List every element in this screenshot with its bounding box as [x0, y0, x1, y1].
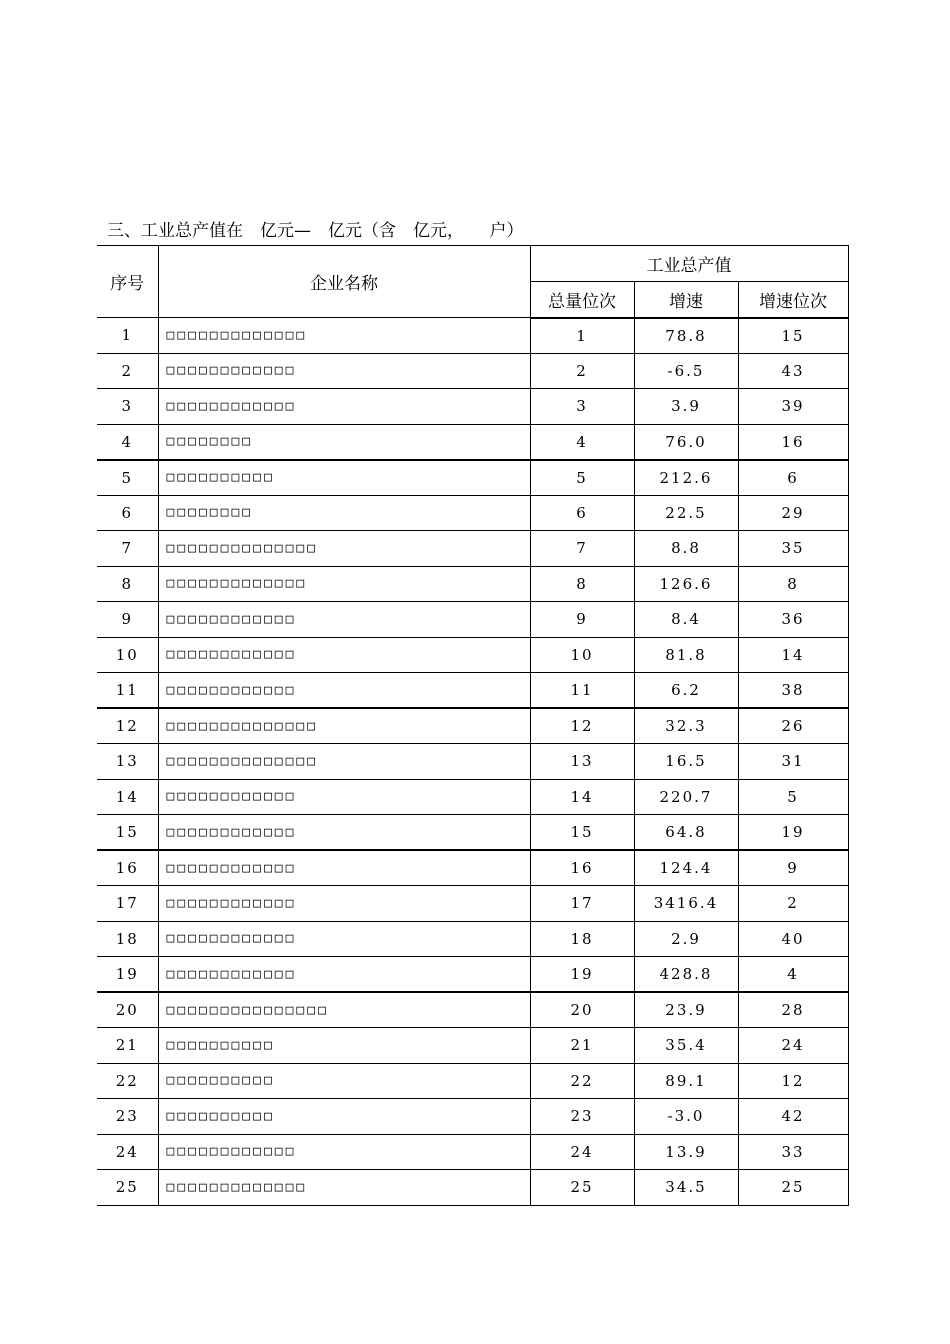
table-caption: 三、工业总产值在 亿元— 亿元（含 亿元， 户） [107, 221, 524, 241]
growth-value: 3416.4 [634, 886, 738, 922]
growth-rank: 28 [738, 992, 848, 1028]
row-index: 15 [97, 815, 158, 851]
total-rank: 1 [530, 318, 634, 354]
row-index: 18 [97, 921, 158, 957]
growth-value: 126.6 [634, 566, 738, 602]
company-name: □□□□□□□□□□□□□ [158, 1170, 530, 1206]
total-rank: 10 [530, 637, 634, 673]
total-rank: 12 [530, 708, 634, 744]
growth-value: 64.8 [634, 815, 738, 851]
total-rank: 4 [530, 424, 634, 460]
row-index: 14 [97, 779, 158, 815]
total-rank: 6 [530, 495, 634, 531]
company-name: □□□□□□□□□□□□ [158, 353, 530, 389]
total-rank: 25 [530, 1170, 634, 1206]
company-name: □□□□□□□□□□ [158, 1028, 530, 1064]
growth-rank: 19 [738, 815, 848, 851]
table-row [97, 992, 848, 1028]
table-row [97, 353, 848, 389]
table-row [97, 815, 848, 851]
header-industrial-output: 工业总产值 [530, 246, 848, 282]
row-index: 7 [97, 531, 158, 567]
company-name: □□□□□□□□□□□□ [158, 389, 530, 425]
total-rank: 7 [530, 531, 634, 567]
growth-rank: 12 [738, 1063, 848, 1099]
row-index: 23 [97, 1099, 158, 1135]
table-row [97, 886, 848, 922]
table-row [97, 957, 848, 993]
row-index: 16 [97, 850, 158, 886]
company-name: □□□□□□□□□□□□□□ [158, 531, 530, 567]
growth-rank: 2 [738, 886, 848, 922]
table-row [97, 921, 848, 957]
total-rank: 24 [530, 1134, 634, 1170]
total-rank: 15 [530, 815, 634, 851]
total-rank: 23 [530, 1099, 634, 1135]
row-index: 24 [97, 1134, 158, 1170]
row-index: 12 [97, 708, 158, 744]
company-name: □□□□□□□□□□□□ [158, 886, 530, 922]
growth-value: 2.9 [634, 921, 738, 957]
total-rank: 18 [530, 921, 634, 957]
total-rank: 20 [530, 992, 634, 1028]
table-row [97, 495, 848, 531]
table-row [97, 744, 848, 780]
growth-value: -6.5 [634, 353, 738, 389]
company-name: □□□□□□□□□□□□ [158, 957, 530, 993]
growth-value: 13.9 [634, 1134, 738, 1170]
total-rank: 14 [530, 779, 634, 815]
company-name: □□□□□□□□□□□□ [158, 637, 530, 673]
row-index: 8 [97, 566, 158, 602]
company-name: □□□□□□□□□□ [158, 1099, 530, 1135]
growth-value: 89.1 [634, 1063, 738, 1099]
table-row [97, 566, 848, 602]
table-row [97, 1170, 848, 1206]
company-name: □□□□□□□□□□□□□ [158, 318, 530, 354]
row-index: 20 [97, 992, 158, 1028]
header-growth-rank: 增速位次 [738, 282, 848, 318]
table-row [97, 1099, 848, 1135]
total-rank: 17 [530, 886, 634, 922]
growth-value: 35.4 [634, 1028, 738, 1064]
total-rank: 5 [530, 460, 634, 496]
table-row [97, 389, 848, 425]
table-row [97, 850, 848, 886]
row-index: 11 [97, 673, 158, 709]
row-index: 13 [97, 744, 158, 780]
row-index: 3 [97, 389, 158, 425]
growth-value: 8.8 [634, 531, 738, 567]
row-index: 4 [97, 424, 158, 460]
growth-value: 81.8 [634, 637, 738, 673]
total-rank: 19 [530, 957, 634, 993]
total-rank: 9 [530, 602, 634, 638]
total-rank: 2 [530, 353, 634, 389]
growth-rank: 39 [738, 389, 848, 425]
table-row [97, 531, 848, 567]
table-row [97, 637, 848, 673]
header-growth: 增速 [634, 282, 738, 318]
row-index: 25 [97, 1170, 158, 1206]
growth-value: 16.5 [634, 744, 738, 780]
company-name: □□□□□□□□□□□□ [158, 673, 530, 709]
growth-rank: 40 [738, 921, 848, 957]
row-index: 5 [97, 460, 158, 496]
growth-rank: 9 [738, 850, 848, 886]
growth-value: 428.8 [634, 957, 738, 993]
total-rank: 16 [530, 850, 634, 886]
growth-value: 23.9 [634, 992, 738, 1028]
growth-value: 32.3 [634, 708, 738, 744]
table-row [97, 779, 848, 815]
table-row [97, 673, 848, 709]
growth-rank: 26 [738, 708, 848, 744]
total-rank: 22 [530, 1063, 634, 1099]
growth-value: 220.7 [634, 779, 738, 815]
table-row [97, 460, 848, 496]
company-name: □□□□□□□□□□□□□□□ [158, 992, 530, 1028]
total-rank: 3 [530, 389, 634, 425]
growth-value: 34.5 [634, 1170, 738, 1206]
header-index: 序号 [97, 246, 158, 318]
row-index: 17 [97, 886, 158, 922]
row-index: 22 [97, 1063, 158, 1099]
table-row [97, 318, 848, 354]
total-rank: 8 [530, 566, 634, 602]
growth-rank: 14 [738, 637, 848, 673]
growth-value: 8.4 [634, 602, 738, 638]
total-rank: 21 [530, 1028, 634, 1064]
row-index: 9 [97, 602, 158, 638]
company-name: □□□□□□□□ [158, 424, 530, 460]
growth-rank: 38 [738, 673, 848, 709]
growth-rank: 4 [738, 957, 848, 993]
row-index: 21 [97, 1028, 158, 1064]
enterprise-output-table [97, 245, 849, 1206]
total-rank: 11 [530, 673, 634, 709]
table-row [97, 1063, 848, 1099]
growth-rank: 6 [738, 460, 848, 496]
row-index: 6 [97, 495, 158, 531]
growth-rank: 5 [738, 779, 848, 815]
growth-rank: 29 [738, 495, 848, 531]
table-row [97, 1134, 848, 1170]
header-total-rank: 总量位次 [530, 282, 634, 318]
growth-value: 212.6 [634, 460, 738, 496]
growth-rank: 36 [738, 602, 848, 638]
table-row [97, 708, 848, 744]
growth-rank: 24 [738, 1028, 848, 1064]
growth-value: 6.2 [634, 673, 738, 709]
growth-rank: 15 [738, 318, 848, 354]
growth-value: 78.8 [634, 318, 738, 354]
company-name: □□□□□□□□□□□□ [158, 779, 530, 815]
header-company-name: 企业名称 [158, 246, 530, 318]
growth-rank: 42 [738, 1099, 848, 1135]
table-body [97, 318, 848, 1206]
growth-rank: 16 [738, 424, 848, 460]
row-index: 19 [97, 957, 158, 993]
table-row [97, 602, 848, 638]
company-name: □□□□□□□□□□□□ [158, 815, 530, 851]
growth-value: 22.5 [634, 495, 738, 531]
row-index: 2 [97, 353, 158, 389]
growth-rank: 31 [738, 744, 848, 780]
company-name: □□□□□□□□□□□□ [158, 850, 530, 886]
growth-rank: 33 [738, 1134, 848, 1170]
growth-rank: 8 [738, 566, 848, 602]
row-index: 1 [97, 318, 158, 354]
table-row [97, 424, 848, 460]
row-index: 10 [97, 637, 158, 673]
company-name: □□□□□□□□□□□□□□ [158, 744, 530, 780]
growth-value: 76.0 [634, 424, 738, 460]
company-name: □□□□□□□□□□□□□ [158, 566, 530, 602]
total-rank: 13 [530, 744, 634, 780]
company-name: □□□□□□□□□□□□ [158, 602, 530, 638]
growth-rank: 43 [738, 353, 848, 389]
company-name: □□□□□□□□□□□□□□ [158, 708, 530, 744]
company-name: □□□□□□□□□□□□ [158, 921, 530, 957]
growth-value: -3.0 [634, 1099, 738, 1135]
company-name: □□□□□□□□ [158, 495, 530, 531]
growth-value: 124.4 [634, 850, 738, 886]
table-row [97, 1028, 848, 1064]
company-name: □□□□□□□□□□□□ [158, 1134, 530, 1170]
company-name: □□□□□□□□□□ [158, 460, 530, 496]
growth-rank: 25 [738, 1170, 848, 1206]
growth-rank: 35 [738, 531, 848, 567]
company-name: □□□□□□□□□□ [158, 1063, 530, 1099]
growth-value: 3.9 [634, 389, 738, 425]
